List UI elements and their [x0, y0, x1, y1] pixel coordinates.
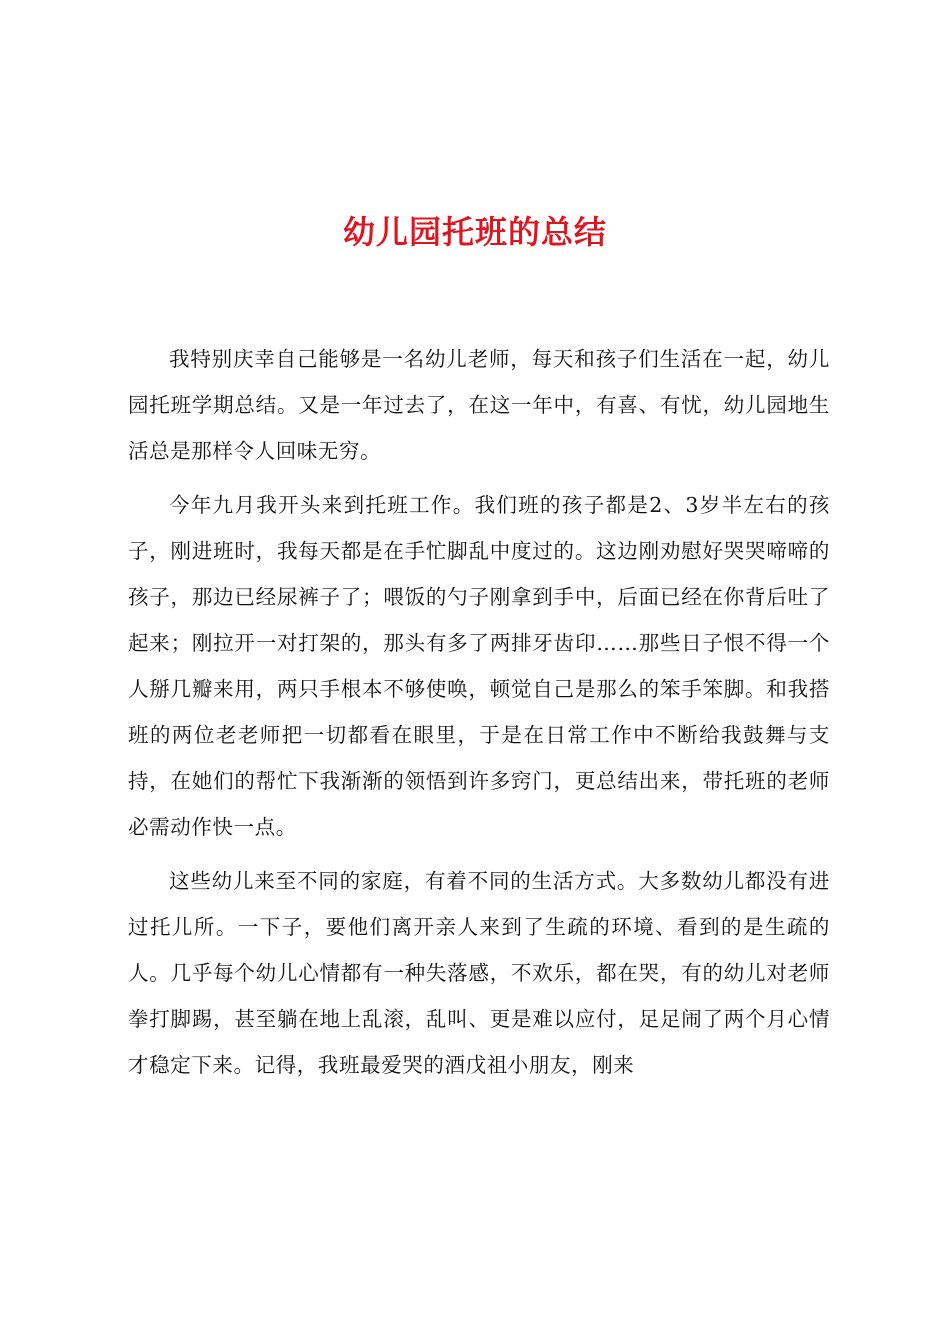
paragraph: 这些幼儿来至不同的家庭，有着不同的生活方式。大多数幼儿都没有进过托儿所。一下子，要他们离开亲人来到了生疏的环境、看到的是生疏的人。几乎每个幼儿心情都有一种失落感，不欢乐，都在哭，有的幼儿对老师拳打脚踢，甚至躺在地上乱滚，乱叫、更是难以应付，足足闹了两个月心情才稳定下来。记得，我班最爱哭的酒戊祖小朋友，刚来	[128, 869, 830, 1077]
paragraph: 今年九月我开头来到托班工作。我们班的孩子都是2、3岁半左右的孩子，刚进班时，我每天都是在手忙脚乱中度过的。这边刚劝慰好哭哭啼啼的孩子，那边已经尿裤子了；喂饭的勺子刚拿到手中，后面已经在你背后吐了起来；刚拉开一对打架的，那头有多了两排牙齿印……那些日子恨不得一个人掰几瓣来用，两只手根本不够使唤，顿觉自己是那么的笨手笨脚。和我搭班的两位老老师把一切都看在眼里，于是在日常工作中不断给我鼓舞与支持，在她们的帮忙下我渐渐的领悟到许多窍门，更总结出来，带托班的老师必需动作快一点。	[128, 493, 830, 839]
paragraph: 我特别庆幸自己能够是一名幼儿老师，每天和孩子们生活在一起，幼儿园托班学期总结。又是一年过去了，在这一年中，有喜、有忧，幼儿园地生活总是那样令人回味无穷。	[128, 347, 830, 463]
document-title: 幼儿园托班的总结	[342, 213, 607, 251]
document-body	[128, 336, 830, 1096]
